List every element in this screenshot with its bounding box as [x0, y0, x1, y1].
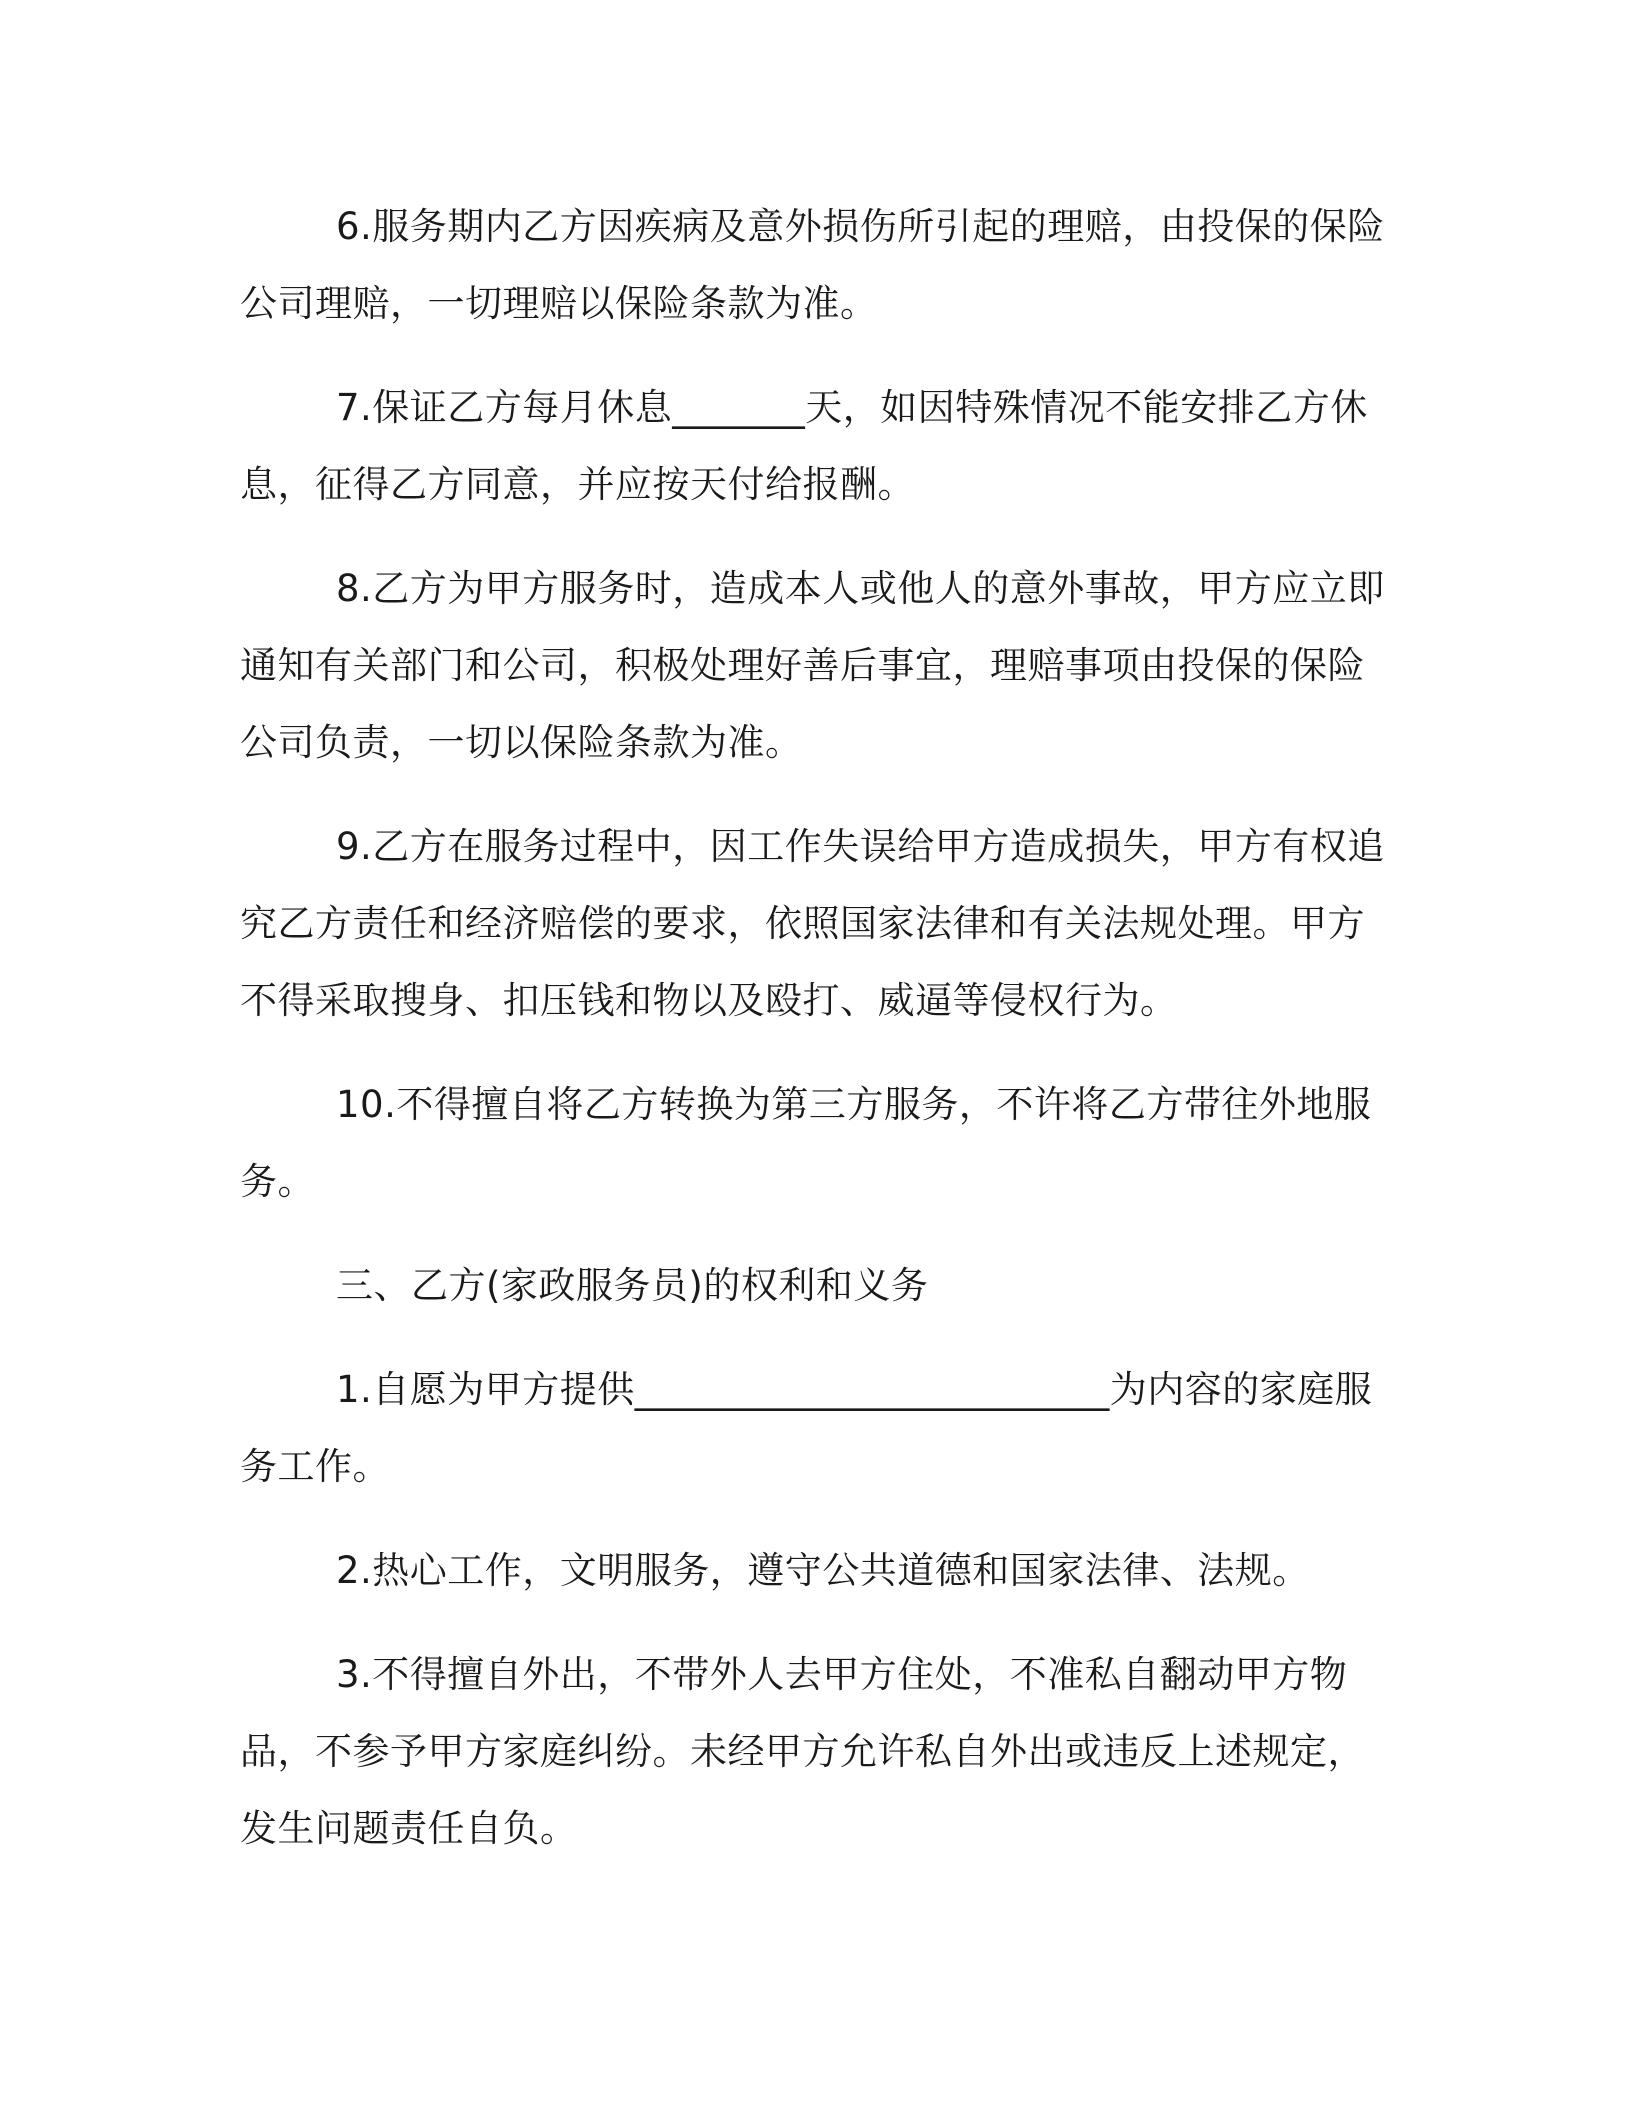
clause-7: 7.保证乙方每月休息_______天，如因特殊情况不能安排乙方休息，征得乙方同意，并应按天付给报酬。: [240, 386, 1368, 506]
duty-3: 3.不得擅自外出，不带外人去甲方住处，不准私自翻动甲方物品，不参予甲方家庭纠纷。未经甲方允许私自外出或违反上述规定，发生问题责任自负。: [240, 1653, 1365, 1850]
duty-1: 1.自愿为甲方提供_________________________为内容的家庭服务工作。: [240, 1368, 1373, 1488]
document-body: [240, 188, 1400, 1894]
section-heading: 三、乙方(家政服务员)的权利和义务: [336, 1264, 929, 1307]
clause-8: 8.乙方为甲方服务时，造成本人或他人的意外事故，甲方应立即通知有关部门和公司，积极处理好善后事宜，理赔事项由投保的保险公司负责，一切以保险条款为准。: [240, 567, 1385, 764]
duty-2: 2.热心工作，文明服务，遵守公共道德和国家法律、法规。: [336, 1549, 1310, 1592]
clause-10: 10.不得擅自将乙方转换为第三方服务，不许将乙方带往外地服务。: [240, 1083, 1372, 1203]
clause-9: 9.乙方在服务过程中，因工作失误给甲方造成损失，甲方有权追究乙方责任和经济赔偿的要求，依照国家法律和有关法规处理。甲方不得采取搜身、扣压钱和物以及殴打、威逼等侵权行为。: [240, 825, 1385, 1022]
clause-6: 6.服务期内乙方因疾病及意外损伤所引起的理赔，由投保的保险公司理赔，一切理赔以保险条款为准。: [240, 205, 1385, 325]
